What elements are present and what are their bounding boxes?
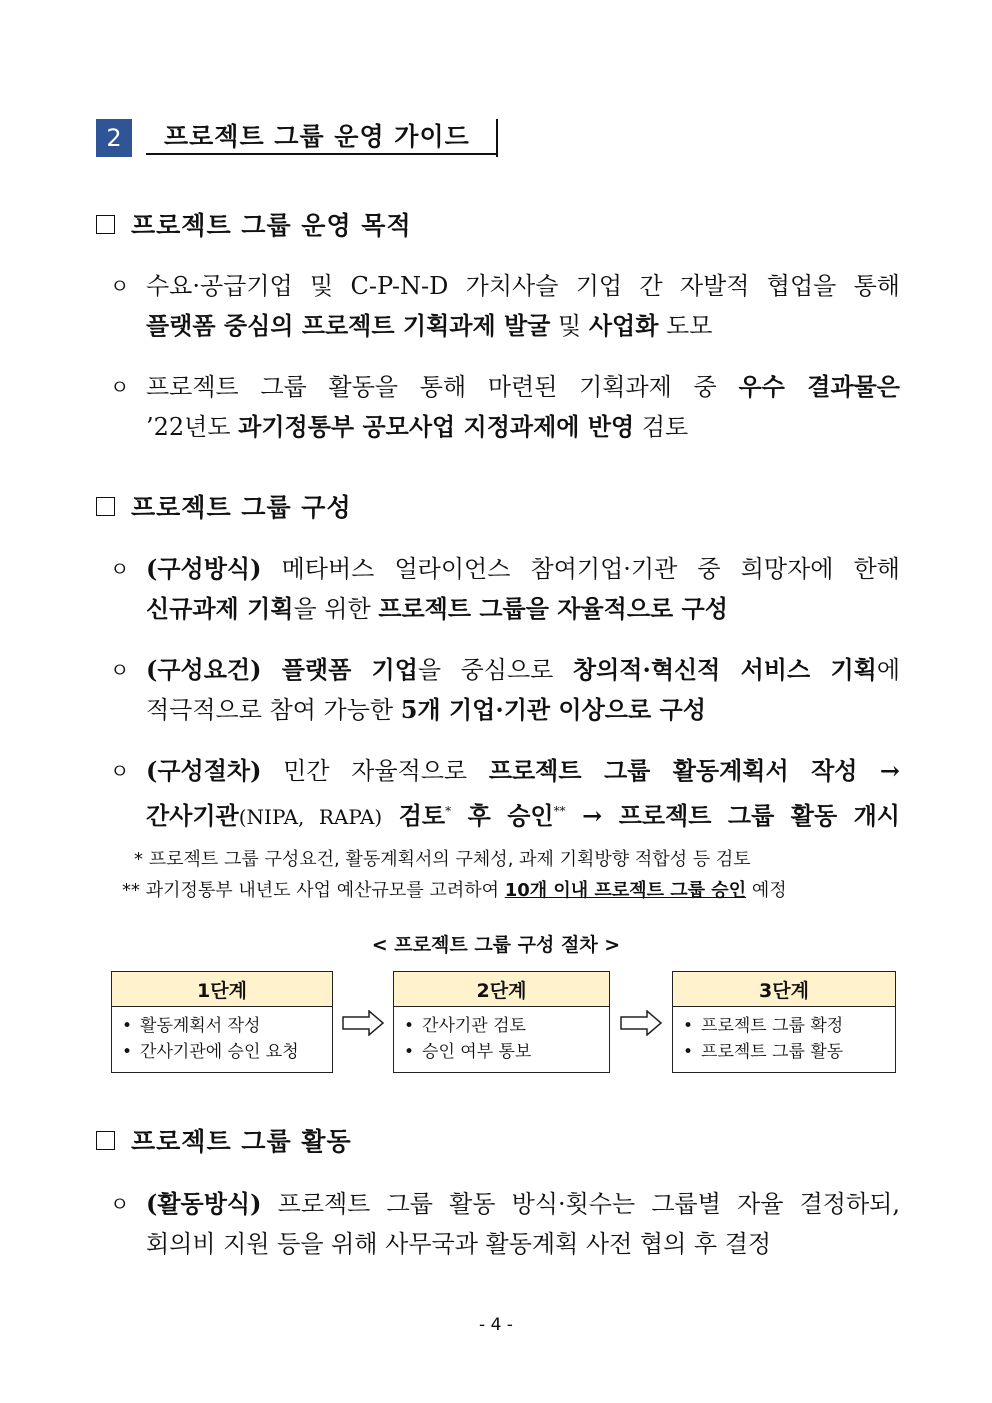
stage-item: • 승인 여부 통보 — [404, 1039, 609, 1065]
bullet-marker: ㅇ — [110, 658, 130, 682]
bullet-line: (구성절차) 민간 자율적으로 프로젝트 그룹 활동계획서 작성 → — [146, 756, 900, 785]
bullet-line: ’22년도 과기정통부 공모사업 지정과제에 반영 검토 — [146, 412, 689, 441]
section-heading-text: 프로젝트 그룹 운영 목적 — [131, 211, 412, 240]
section-heading-activity — [96, 1122, 352, 1158]
bullet-marker: ㅇ — [110, 274, 130, 298]
bullet-line: 회의비 지원 등을 위해 사무국과 활동계획 사전 협의 후 결정 — [146, 1230, 772, 1258]
stage-title: 3단계 — [673, 972, 895, 1007]
bullet-marker: ㅇ — [110, 557, 130, 581]
section-number-badge: 2 — [96, 119, 132, 157]
bullet-line: 간사기관(NIPA, RAPA) 검토* 후 승인** → 프로젝트 그룹 활동 개시 — [146, 801, 900, 830]
stage-item: • 활동계획서 작성 — [122, 1013, 332, 1039]
section-heading-text: 프로젝트 그룹 구성 — [131, 493, 352, 522]
stage-box-2 — [393, 971, 610, 1073]
right-arrow-icon — [342, 1010, 384, 1036]
procedure-caption: < 프로젝트 그룹 구성 절차 > — [371, 934, 621, 956]
bullet-line: 신규과제 기획을 위한 프로젝트 그룹을 자율적으로 구성 — [146, 594, 728, 623]
stage-item: • 간사기관 검토 — [404, 1013, 609, 1039]
bullet-marker: ㅇ — [110, 1192, 130, 1216]
bullet-line: 플랫폼 중심의 프로젝트 기획과제 발굴 및 사업화 도모 — [146, 311, 713, 340]
page-title: 프로젝트 그룹 운영 가이드 — [146, 119, 496, 155]
right-arrow-icon — [620, 1010, 662, 1036]
stage-box-3 — [672, 971, 896, 1073]
page-number: - 4 - — [479, 1315, 513, 1335]
bullet-line: (구성방식) 메타버스 얼라이언스 참여기업·기관 중 희망자에 한해 — [146, 554, 900, 583]
footnote-1: * 프로젝트 그룹 구성요건, 활동계획서의 구체성, 과제 기획방향 적합성 등 검토 — [134, 849, 751, 870]
bullet-marker: ㅇ — [110, 759, 130, 783]
section-heading-composition — [96, 488, 352, 524]
bullet-line: 수요·공급기업 및 C-P-N-D 가치사슬 기업 간 자발적 협업을 통해 — [146, 272, 900, 300]
stage-item: • 프로젝트 그룹 확정 — [683, 1013, 895, 1039]
bullet-line: 프로젝트 그룹 활동을 통해 마련된 기획과제 중 우수 결과물은 — [146, 372, 900, 401]
title-divider — [496, 119, 498, 157]
section-heading-text: 프로젝트 그룹 활동 — [131, 1127, 352, 1156]
section-heading-purpose — [96, 206, 412, 242]
stage-title: 2단계 — [394, 972, 609, 1007]
bullet-line: (구성요건) 플랫폼 기업을 중심으로 창의적·혁신적 서비스 기획에 — [146, 655, 900, 684]
bullet-marker: ㅇ — [110, 375, 130, 399]
footnote-2: ** 과기정통부 내년도 사업 예산규모를 고려하여 10개 이내 프로젝트 그룹 승인 예정 — [122, 880, 787, 901]
bullet-line: (활동방식) 프로젝트 그룹 활동 방식·횟수는 그룹별 자율 결정하되, — [146, 1189, 900, 1218]
stage-item: • 프로젝트 그룹 활동 — [683, 1039, 895, 1065]
checkbox-square-icon — [96, 215, 115, 234]
checkbox-square-icon — [96, 1131, 115, 1150]
stage-box-1 — [111, 971, 333, 1073]
stage-title: 1단계 — [112, 972, 332, 1007]
bullet-line: 적극적으로 참여 가능한 5개 기업·기관 이상으로 구성 — [146, 695, 706, 724]
stage-item: • 간사기관에 승인 요청 — [122, 1039, 332, 1065]
checkbox-square-icon — [96, 497, 115, 516]
